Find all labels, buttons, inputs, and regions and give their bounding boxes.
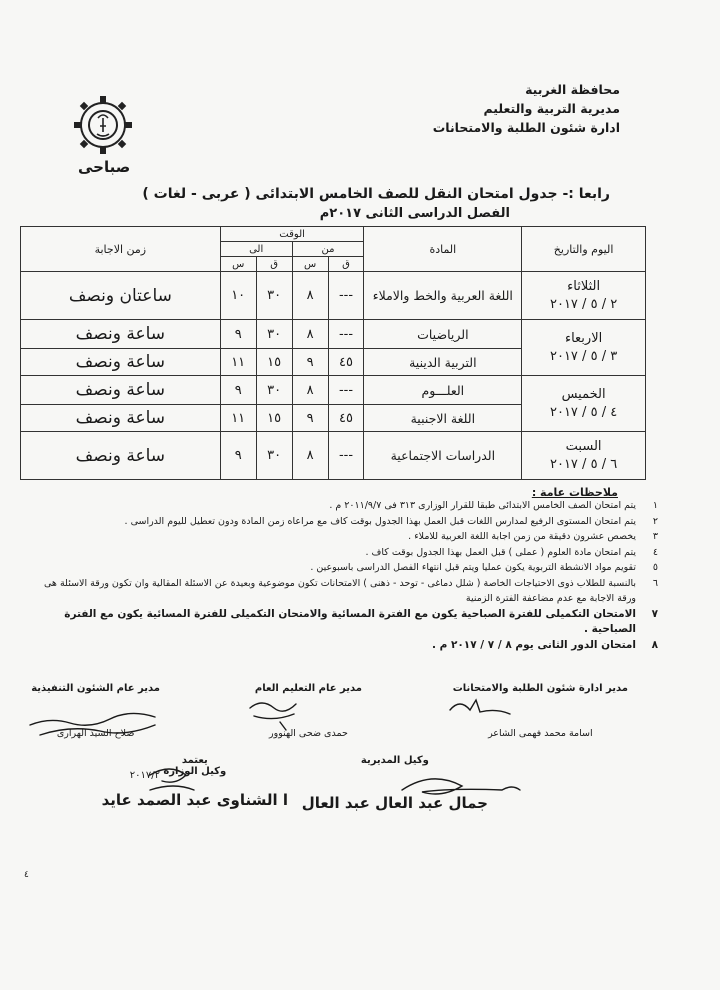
header-duration: زمن الاجابة — [21, 227, 221, 272]
header-hour: س — [292, 257, 328, 272]
note-text: امتحان الدور الثانى يوم ٨ / ٧ / ٢٠١٧ م . — [431, 638, 636, 651]
from-minute-cell: ٤٥ — [328, 405, 364, 432]
header-from: من — [292, 242, 364, 257]
to-hour-cell: ١١ — [220, 405, 256, 432]
note-text: بالنسبة للطلاب ذوى الاحتياجات الخاصة ( شلل دماغى - توحد - ذهنى ) الامتحانات تكون موضوعية وبعيدة عن الاسئلة المقالية وان تكون ورقة الاسئلة هى ورقة الاجابة مع عدم مضاعفة الفترة الزمنية — [44, 577, 636, 604]
to-minute-cell: ٣٠ — [256, 272, 292, 320]
duration-cell: ساعة ونصف — [21, 405, 221, 432]
subject-cell: العلـــوم — [364, 376, 522, 405]
to-minute-cell: ٣٠ — [256, 376, 292, 405]
to-minute-cell: ١٥ — [256, 349, 292, 376]
note-number: ٦ — [652, 577, 658, 589]
subject-cell: الرياضيات — [364, 320, 522, 349]
duration-cell: ساعتان ونصف — [21, 272, 221, 320]
note-text: يخصص عشرون دقيقة من زمن اجابة اللغة العربية للاملاء . — [408, 531, 636, 542]
note-text: الامتحان التكميلى للفترة الصباحية يكون مع الفترة المسائية والامتحان التكميلى للفترة المسائية يكون مع الفترة الصباحية . — [64, 607, 636, 635]
note-number: ٢ — [652, 515, 658, 527]
morning-period-label: صباحى — [78, 158, 131, 176]
signer-name: صلاح السيد الهرارى — [56, 728, 135, 739]
header-day-date: اليوم والتاريخ — [522, 227, 646, 272]
note-text: يتم امتحان الصف الخامس الابتدائى طبقا للقرار الوزارى ٣١٣ فى ٢٠١١/٩/٧ م . — [329, 500, 636, 511]
signer-title: مدير عام التعليم العام — [254, 683, 362, 694]
header-hour: س — [220, 257, 256, 272]
to-minute-cell: ٣٠ — [256, 320, 292, 349]
day-name: السبت — [565, 438, 602, 454]
to-hour-cell: ٩ — [220, 432, 256, 480]
page-title: رابعا :- جدول امتحان النقل للصف الخامس الابتدائى ( عربى - لغات ) — [142, 186, 610, 202]
signer-title: وكيل الوزارة — [163, 766, 227, 777]
page-number: ٤ — [24, 870, 29, 880]
from-hour-cell: ٨ — [292, 432, 328, 480]
exam-date: ٦ / ٥ / ٢٠١٧ — [549, 456, 618, 472]
to-hour-cell: ١١ — [220, 349, 256, 376]
signer-name: ا الشناوى عبد الصمد عايد — [101, 791, 288, 809]
note-number: ١ — [652, 500, 658, 511]
note-number: ٨ — [651, 638, 658, 651]
exam-date: ٢ / ٥ / ٢٠١٧ — [549, 296, 618, 312]
subject-cell: التربية الدينية — [364, 349, 522, 376]
subject-cell: اللغة الاجنبية — [364, 405, 522, 432]
signer-name: اسامة محمد فهمى الشاعر — [488, 728, 593, 739]
signer-name: جمال عبد العال عبد العال — [301, 794, 488, 812]
department: ادارة شئون الطلبة والامتحانات — [432, 120, 620, 135]
header-time: الوقت — [220, 227, 364, 242]
directorate: مديرية التربية والتعليم — [483, 101, 620, 116]
to-hour-cell: ١٠ — [220, 272, 256, 320]
signer-title: مدير ادارة شئون الطلبة والامتحانات — [452, 683, 628, 694]
to-minute-cell: ٣٠ — [256, 432, 292, 480]
from-hour-cell: ٩ — [292, 349, 328, 376]
header-minute: ق — [328, 257, 364, 272]
approve-label: يعتمد — [181, 755, 208, 766]
note-text: يتم امتحان المستوى الرفيع لمدارس اللغات قبل العمل بهذا الجدول بوقت كاف مع مراعاه زمن المادة ودون تعطيل لليوم الدراسى . — [124, 515, 636, 527]
signer-title: وكيل المديرية — [360, 755, 429, 766]
to-hour-cell: ٩ — [220, 376, 256, 405]
signer-title: مدير عام الشئون التنفيذية — [31, 683, 160, 694]
signature-date: ٢٠١٧/٢ — [129, 770, 160, 781]
day-name: الخميس — [561, 386, 606, 402]
from-minute-cell: --- — [328, 272, 364, 320]
note-number: ٣ — [652, 531, 658, 542]
from-minute-cell: --- — [328, 376, 364, 405]
header-to: الى — [220, 242, 292, 257]
note-number: ٧ — [651, 607, 658, 620]
from-hour-cell: ٨ — [292, 376, 328, 405]
subject-cell: اللغة العربية والخط والاملاء — [364, 272, 522, 320]
day-name: الثلاثاء — [567, 278, 601, 294]
subject-cell: الدراسات الاجتماعية — [364, 432, 522, 480]
duration-cell: ساعة ونصف — [21, 349, 221, 376]
duration-cell: ساعة ونصف — [21, 376, 221, 405]
notes-heading: ملاحظات عامة : — [531, 486, 618, 499]
governorate: محافظة الغربية — [525, 82, 620, 97]
note-number: ٤ — [652, 546, 658, 558]
note-text: تقويم مواد الانشطة التربوية يكون عمليا ويتم قبل انتهاء الفصل الدراسى باسبوعين . — [310, 562, 636, 573]
page-subtitle: الفصل الدراسى الثانى ٢٠١٧م — [319, 206, 510, 221]
header-subject: المادة — [364, 227, 522, 272]
from-hour-cell: ٨ — [292, 320, 328, 349]
from-minute-cell: --- — [328, 320, 364, 349]
duration-cell: ساعة ونصف — [21, 432, 221, 480]
from-minute-cell: ٤٥ — [328, 349, 364, 376]
note-text: يتم امتحان مادة العلوم ( عملى ) قبل العمل بهذا الجدول بوقت كاف . — [365, 546, 636, 558]
from-hour-cell: ٨ — [292, 272, 328, 320]
exam-date: ٣ / ٥ / ٢٠١٧ — [549, 348, 618, 364]
from-minute-cell: --- — [328, 432, 364, 480]
header-minute: ق — [256, 257, 292, 272]
duration-cell: ساعة ونصف — [21, 320, 221, 349]
to-minute-cell: ١٥ — [256, 405, 292, 432]
from-hour-cell: ٩ — [292, 405, 328, 432]
to-hour-cell: ٩ — [220, 320, 256, 349]
day-name: الاربعاء — [564, 330, 603, 346]
signer-name: حمدى ضحى الهنوور — [269, 728, 348, 739]
exam-date: ٤ / ٥ / ٢٠١٧ — [549, 404, 618, 420]
note-number: ٥ — [652, 562, 658, 573]
